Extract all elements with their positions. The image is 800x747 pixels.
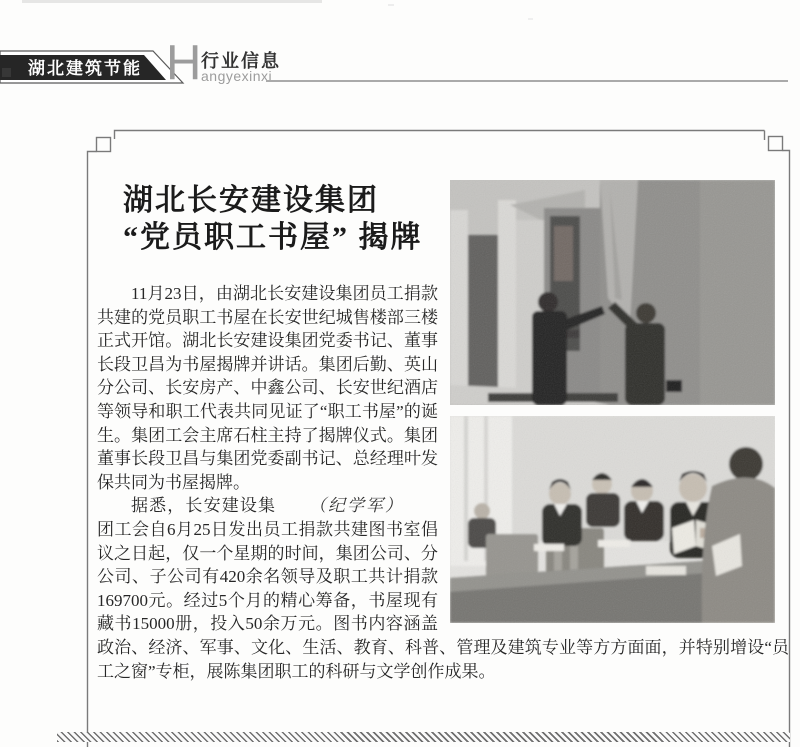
frame-top-line	[115, 131, 765, 140]
article-paragraph-1: 11月23日，由湖北长安建设集团员工捐款共建的党员职工书屋在长安世纪城售楼部三楼正式开馆。湖北长安建设集团党委书记、董事长段卫昌为书屋揭牌并讲话。集团后勤、英山分公司、长安房产、中鑫公司、长安世纪酒店等领导和职工代表共同见证了“职工书屋”的诞生。集团工会主席石柱主持了揭牌仪式。集团董事长段卫昌与集团党委副书记、总经理叶发保共同为书屋揭牌。	[97, 284, 438, 492]
bottom-hatch-band	[57, 732, 790, 742]
scan-artifact	[22, 0, 322, 3]
article-photos	[450, 180, 789, 623]
section-rule	[266, 80, 788, 82]
photo-unveiling-ceremony	[450, 180, 775, 405]
article-credit: （纪学军）	[309, 496, 404, 516]
banner-smudge	[2, 68, 11, 77]
section-title: 行业信息	[201, 51, 281, 71]
photo-reading-room	[450, 416, 775, 623]
section-pinyin: angyexinxi	[201, 68, 273, 84]
masthead-brand: 湖北建筑节能	[28, 59, 142, 78]
article	[97, 140, 789, 683]
article-paragraph-2-text: 据悉，长安建设集团工会自6月25日发出员工捐款共建图书室倡议之日起，仅一个星期的时间，集团公司、分公司、子公司有420余名领导及职工共计捐款169700元。经过5个月的精心筹备，书屋现有藏书15000册，投入50余万元。图书内容涵盖政治、经济、军事、文化、生活、教育、科普、管理及建筑专业等方方面面，并特别增设“员工之窗”专柜，展陈集团职工的科研与文学创作成果。	[97, 496, 789, 681]
section-letter: H	[166, 36, 202, 90]
scan-artifact	[388, 4, 394, 6]
article-title-line1: 湖北长安建设集团	[123, 184, 379, 217]
article-title-line2: “党员职工书屋” 揭牌	[123, 221, 423, 254]
scan-artifact	[528, 18, 533, 20]
frame-left-line	[88, 152, 97, 747]
